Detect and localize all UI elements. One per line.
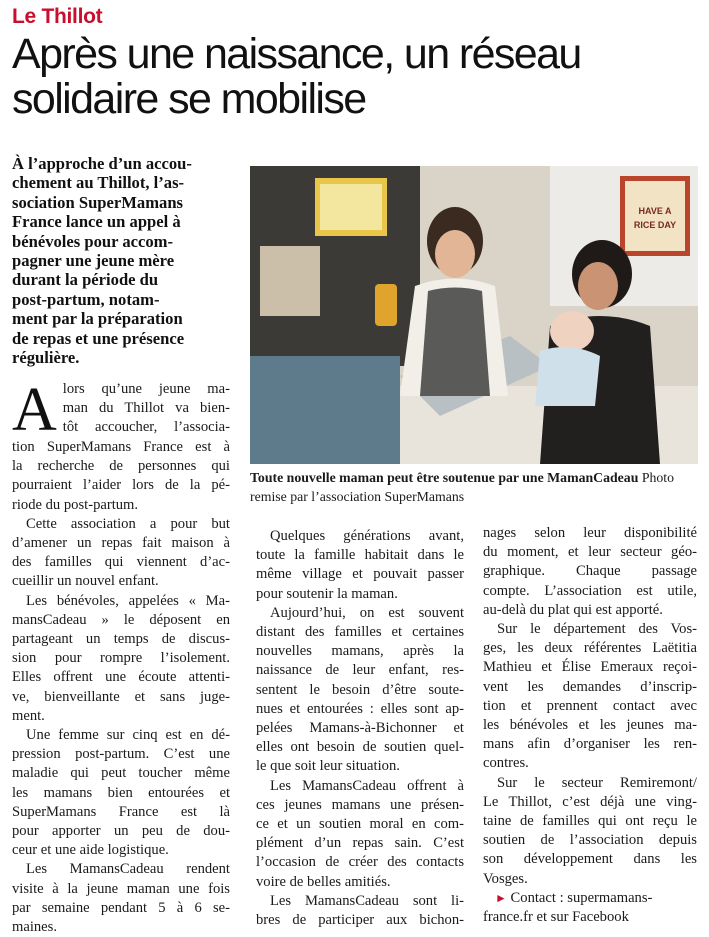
paragraph bbox=[256, 604, 464, 777]
text-line: Les MamansCadeau offrent à bbox=[270, 777, 464, 794]
lead-line: régulière. bbox=[12, 348, 80, 368]
headline-line: solidaire se mobilise bbox=[12, 75, 366, 123]
text-line: tion SuperMamans France est à bbox=[12, 439, 230, 455]
headline bbox=[12, 32, 702, 122]
paragraph bbox=[256, 892, 464, 930]
text-line: soutien de l’association depuis bbox=[483, 832, 697, 849]
photo-caption bbox=[250, 468, 705, 506]
lead-line: bénévoles pour accom- bbox=[12, 231, 174, 251]
contact-line bbox=[483, 908, 697, 927]
text-line: ceur et une aide logistique. bbox=[12, 842, 169, 859]
text-line: du moment, et leur secteur géo- bbox=[483, 544, 697, 561]
paragraph bbox=[12, 592, 230, 726]
text-line: nouvelles mamans, après la bbox=[256, 643, 464, 660]
text-line: tion et prennent contact avec bbox=[483, 697, 697, 714]
text-line: pourraient l’aider lors de la pé- bbox=[12, 477, 230, 494]
text-line: taine de familles qui ont reçu le bbox=[483, 813, 697, 830]
text-line: bres de participer aux bichon- bbox=[256, 912, 464, 929]
contact-line bbox=[483, 889, 697, 908]
paragraph bbox=[256, 777, 464, 892]
lead-line: post-partum, notam- bbox=[12, 289, 160, 309]
text-line: Elles offrent une écoute attenti- bbox=[12, 669, 230, 686]
text-line: riode du post-partum. bbox=[12, 496, 139, 513]
paragraph bbox=[12, 860, 230, 937]
paragraph bbox=[12, 438, 230, 515]
text-line: graphique. Chaque passage bbox=[483, 563, 697, 580]
text-line: mansCadeau » le déposent en bbox=[12, 611, 230, 628]
text-line: Mathieu et Élise Emeraux reçoi- bbox=[483, 659, 697, 676]
text-line: SuperMamans France est là bbox=[12, 803, 230, 820]
lead-line: durant la période du bbox=[12, 270, 159, 290]
text-line: tôt accoucher, l’associa- bbox=[62, 419, 230, 436]
text-line: vent les demandes d’inscrip- bbox=[483, 678, 697, 695]
text-line: d’amener un repas fait maison à bbox=[12, 535, 230, 552]
text-line: sentent le besoin d’être soute- bbox=[256, 681, 464, 698]
text-line: Une femme sur cinq est en dé- bbox=[26, 727, 230, 744]
section-rubric: Le Thillot bbox=[12, 5, 103, 28]
text-line: maines. bbox=[12, 919, 57, 936]
text-line: ces jeunes mamans une présen- bbox=[256, 796, 464, 813]
article-column-1 bbox=[12, 376, 230, 937]
article-column-2 bbox=[256, 527, 464, 930]
headline-line: Après une naissance, un réseau bbox=[12, 30, 581, 78]
text-line: par semaine pendant 5 à 6 se- bbox=[12, 899, 230, 916]
text-line: mans afin d’organiser les ren- bbox=[483, 736, 697, 753]
text-line: Vosges. bbox=[483, 870, 528, 887]
text-line: contres. bbox=[483, 755, 529, 772]
text-line: ve, bienveillante et sans juge- bbox=[12, 688, 230, 705]
text-line: cueillir un nouvel enfant. bbox=[12, 573, 159, 590]
caption-credit: Photo remise par l’association SuperMamans bbox=[250, 470, 675, 504]
text-line: des familles qui viennent d’ac- bbox=[12, 554, 230, 571]
dropcap: A bbox=[12, 376, 57, 444]
text-line: distant des familles et certaines bbox=[256, 624, 464, 641]
text-line: sion pour rompre l’isolement. bbox=[12, 650, 230, 667]
lead-paragraph bbox=[12, 154, 232, 367]
text-line: Aujourd’hui, on est souvent bbox=[270, 604, 464, 621]
text-line: pour soutenir la maman. bbox=[256, 585, 398, 602]
text-line: maladie qui peut toucher même bbox=[12, 765, 230, 782]
lead-line: chement au Thillot, l’as- bbox=[12, 173, 185, 193]
text-line: nages selon leur disponibilité bbox=[483, 525, 697, 541]
text-line: Les bénévoles, appelées « Ma- bbox=[26, 592, 230, 609]
text-line: ment. bbox=[12, 707, 45, 724]
text-line: Les MamansCadeau sont li- bbox=[270, 892, 464, 909]
photo-illustration bbox=[250, 166, 698, 464]
text-line: pelées Mamans-à-Bichonner et bbox=[256, 720, 464, 737]
text-line: Sur le département des Vos- bbox=[497, 621, 697, 638]
text-line: les bénévoles et les jeunes ma- bbox=[483, 717, 697, 734]
text-line: pour apporter un peu de dou- bbox=[12, 823, 230, 840]
paragraph bbox=[483, 774, 697, 889]
text-line: ce et un soutien moral en com- bbox=[256, 816, 464, 833]
text-line: Quelques générations avant, bbox=[270, 528, 464, 544]
paragraph bbox=[12, 726, 230, 860]
text-line: naissance de leur enfant, res- bbox=[256, 662, 464, 679]
text-line: nues et entourées : elles sont ap- bbox=[256, 700, 464, 717]
article-column-3 bbox=[483, 524, 697, 927]
text-line: Les MamansCadeau rendent bbox=[26, 861, 230, 878]
text-line: au-delà du plat qui est apporté. bbox=[483, 601, 663, 618]
paragraph bbox=[256, 527, 464, 604]
poster-text: HAVE A bbox=[638, 206, 672, 216]
lead-line: ment par la préparation bbox=[12, 309, 183, 329]
text-line: toute la famille habitait dans le bbox=[256, 547, 464, 564]
text-line: la recherche de personnes qui bbox=[12, 458, 230, 475]
lead-line: sociation SuperMamans bbox=[12, 192, 184, 212]
text-line: lors qu’une jeune ma- bbox=[62, 381, 230, 397]
text-line: Le Thillot, c’est déjà une ving- bbox=[483, 793, 697, 810]
text-line: plément d’un repas sain. C’est bbox=[256, 835, 464, 852]
text-line: Sur le secteur Remiremont/ bbox=[497, 774, 697, 791]
text-line: son développement dans les bbox=[483, 851, 697, 868]
text-line: man du Thillot va bien- bbox=[62, 400, 230, 417]
caption-bold: Toute nouvelle maman peut être soutenue par une MamanCadeau bbox=[250, 470, 639, 485]
paragraph bbox=[483, 524, 697, 620]
text-line: voire de belles amitiés. bbox=[256, 873, 391, 890]
contact-text: france.fr et sur Facebook bbox=[483, 909, 629, 926]
text-line: l’occasion de créer des contacts bbox=[256, 854, 464, 871]
poster-text: RICE DAY bbox=[633, 220, 677, 230]
text-line: le que soit leur situation. bbox=[256, 758, 400, 775]
lead-line: France lance un appel à bbox=[12, 212, 181, 232]
lead-line: pagner une jeune mère bbox=[12, 251, 175, 271]
text-line: les mamans bien entourées et bbox=[12, 784, 230, 801]
paragraph bbox=[12, 515, 230, 592]
arrow-icon: ► bbox=[495, 890, 507, 905]
text-line: ges, les deux référentes Laëtitia bbox=[483, 640, 697, 657]
text-line: même village et pouvait passer bbox=[256, 566, 464, 583]
text-line: elles ont besoin de soutien quel- bbox=[256, 739, 464, 756]
text-line: pression post-partum. C’est une bbox=[12, 746, 230, 763]
text-line: visite à la jeune maman une fois bbox=[12, 880, 230, 897]
text-line: Cette association a pour but bbox=[26, 515, 230, 532]
lead-line: À l’approche d’un accou- bbox=[12, 154, 192, 173]
lead-line: de repas et une présence bbox=[12, 328, 185, 348]
paragraph bbox=[483, 620, 697, 774]
contact-text: Contact : supermamans- bbox=[510, 889, 653, 906]
article-photo bbox=[250, 166, 698, 464]
text-line: compte. L’association est utile, bbox=[483, 582, 697, 599]
text-line: partageant un temps de discus- bbox=[12, 631, 230, 648]
